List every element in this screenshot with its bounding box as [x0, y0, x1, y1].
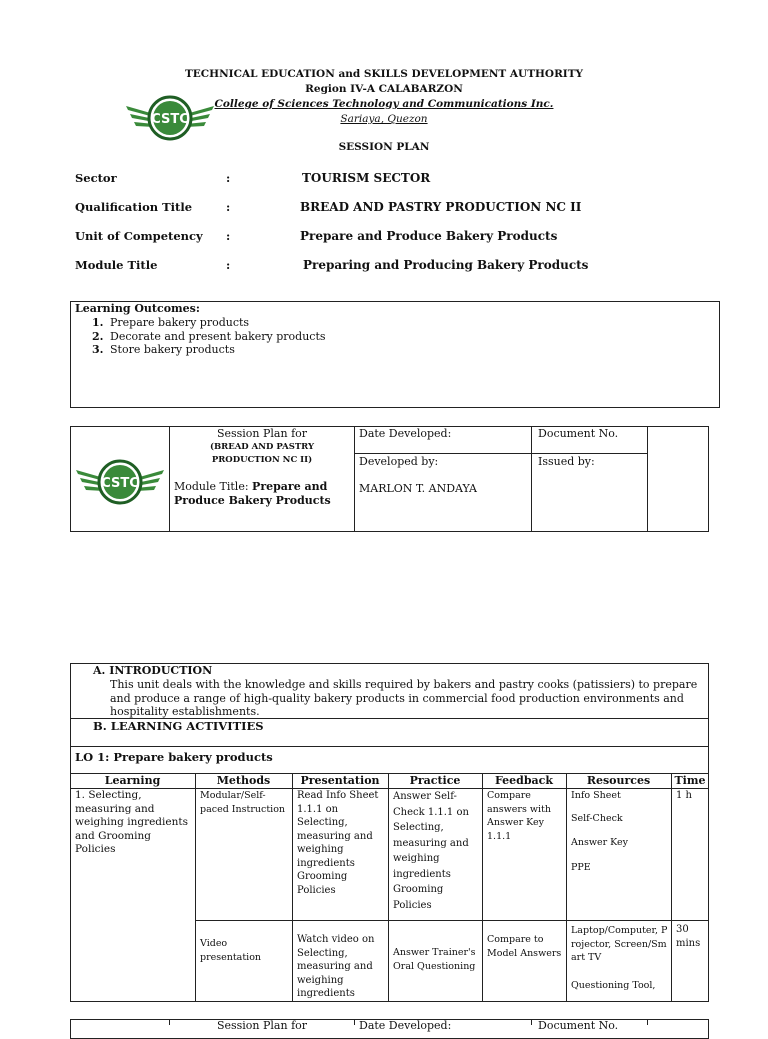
intro-heading: A. INTRODUCTION: [93, 664, 213, 677]
lo-heading: LO 1: Prepare bakery products: [75, 750, 273, 764]
resource-item: PPE: [571, 862, 591, 873]
column-header-methods: Methods: [216, 774, 271, 787]
list-item-text: Store bakery products: [110, 343, 235, 356]
cell-time: 1 h: [676, 790, 692, 801]
logo-text: CSTC: [151, 112, 189, 127]
list-item-number: 3.: [92, 343, 104, 356]
list-item-text: Decorate and present bakery products: [110, 329, 326, 343]
divider: [195, 773, 196, 1002]
list-item: [92, 343, 326, 357]
header-org: TECHNICAL EDUCATION and SKILLS DEVELOPMENT AUTHORITY: [184, 68, 584, 80]
column-header-feedback: Feedback: [494, 774, 554, 787]
module-title-value: Prepare and Produce Bakery Products: [174, 480, 331, 507]
learning-outcomes-title: Learning Outcomes:: [75, 302, 200, 315]
intro-text: This unit deals with the knowledge and skills required by bakers and pastry cooks (patissiers) to prepare and produce a range of high-quality bakery products in commercial food production environments and hospitality establishments.: [110, 678, 698, 718]
divider: [388, 773, 389, 1002]
date-developed-label: Date Developed:: [359, 427, 452, 440]
cell-presentation: Watch video on Selecting, measuring and weighing ingredients: [297, 934, 375, 999]
footer-document-no: Document No.: [538, 1019, 619, 1032]
session-plan-for: Session Plan for: [216, 427, 308, 440]
cell-methods: Video presentation: [200, 938, 262, 963]
resource-item: Laptop/Computer, Projector, Screen/Smart TV: [571, 925, 668, 963]
developed-by-label: Developed by:: [359, 455, 439, 468]
divider: [70, 746, 709, 747]
cell-resources: [571, 789, 669, 875]
divider: [482, 773, 483, 1002]
resource-item: Questioning Tool,: [571, 980, 656, 991]
header-college: College of Sciences Technology and Communications Inc.: [214, 98, 554, 110]
document-no-label: Document No.: [538, 427, 619, 440]
resource-item: Info Sheet: [571, 790, 621, 801]
divider: [531, 1019, 532, 1025]
doc-title: SESSION PLAN: [338, 141, 430, 153]
footer-session-plan-for: Session Plan for: [216, 1019, 308, 1032]
list-item: [92, 316, 326, 330]
learning-outcomes-list: [92, 316, 326, 357]
column-header-time: Time: [674, 774, 706, 787]
cell-methods: Modular/Self-paced Instruction: [200, 790, 286, 815]
list-item-number: 1.: [92, 316, 104, 329]
divider: [195, 920, 709, 921]
meta-colon: :: [226, 200, 231, 214]
resource-item: Self-Check: [571, 813, 623, 824]
column-header-presentation: Presentation: [300, 774, 380, 787]
divider: [531, 426, 532, 532]
divider: [647, 1019, 648, 1025]
cstc-logo: [124, 92, 216, 144]
session-plan-module: [174, 480, 352, 507]
header-location: Sariaya, Quezon: [340, 113, 428, 125]
meta-value-qualification: BREAD AND PASTRY PRODUCTION NC II: [300, 200, 582, 214]
list-item-text: Prepare bakery products: [110, 316, 250, 329]
meta-label-module: Module Title: [75, 258, 158, 272]
meta-value-unit: Prepare and Produce Bakery Products: [300, 229, 558, 243]
meta-colon: :: [226, 171, 231, 185]
divider: [354, 1019, 355, 1025]
cstc-logo: [74, 456, 166, 508]
list-item-number: 2.: [92, 329, 104, 343]
meta-label-unit: Unit of Competency: [75, 229, 203, 243]
column-header-practice: Practice: [409, 774, 461, 787]
column-header-learning: Learning: [104, 774, 161, 787]
issued-by-label: Issued by:: [538, 455, 595, 468]
divider: [566, 773, 567, 1002]
divider: [671, 773, 672, 1002]
divider: [292, 773, 293, 1002]
cell-presentation: Read Info Sheet 1.1.1 on Selecting, measuring and weighing ingredients Grooming Policies: [297, 790, 379, 896]
divider: [354, 426, 355, 532]
column-header-resources: Resources: [586, 774, 651, 787]
cell-learning: 1. Selecting, measuring and weighing ingredients and Grooming Policies: [75, 789, 188, 855]
footer-date-developed: Date Developed:: [359, 1019, 452, 1032]
resource-item: Answer Key: [571, 837, 628, 848]
developer-name: MARLON T. ANDAYA: [359, 482, 477, 495]
meta-colon: :: [226, 258, 231, 272]
meta-colon: :: [226, 229, 231, 243]
meta-label-sector: Sector: [75, 171, 117, 185]
session-plan-qualification: (BREAD AND PASTRY PRODUCTION NC II): [209, 442, 315, 465]
list-item: [92, 330, 326, 344]
divider: [354, 453, 647, 454]
logo-text: CSTC: [101, 476, 139, 491]
module-title-label: Module Title:: [174, 480, 253, 493]
cell-practice: Answer Trainer's Oral Questioning: [393, 947, 476, 972]
divider: [169, 426, 170, 532]
cell-feedback: Compare to Model Answers: [487, 934, 562, 959]
cell-feedback: Compare answers with Answer Key 1.1.1: [487, 790, 551, 842]
header-region: Region IV-A CALABARZON: [305, 83, 463, 95]
meta-value-sector: TOURISM SECTOR: [302, 171, 431, 185]
cell-time: 30 mins: [676, 924, 701, 949]
cell-practice: Answer Self-Check 1.1.1 on Selecting, measuring and weighing ingredients Grooming Policies: [393, 791, 469, 911]
divider: [647, 426, 648, 532]
meta-label-qualification: Qualification Title: [75, 200, 193, 214]
meta-value-module: Preparing and Producing Bakery Products: [303, 258, 589, 272]
activities-heading: B. LEARNING ACTIVITIES: [93, 719, 264, 733]
cell-resources: [571, 924, 669, 993]
